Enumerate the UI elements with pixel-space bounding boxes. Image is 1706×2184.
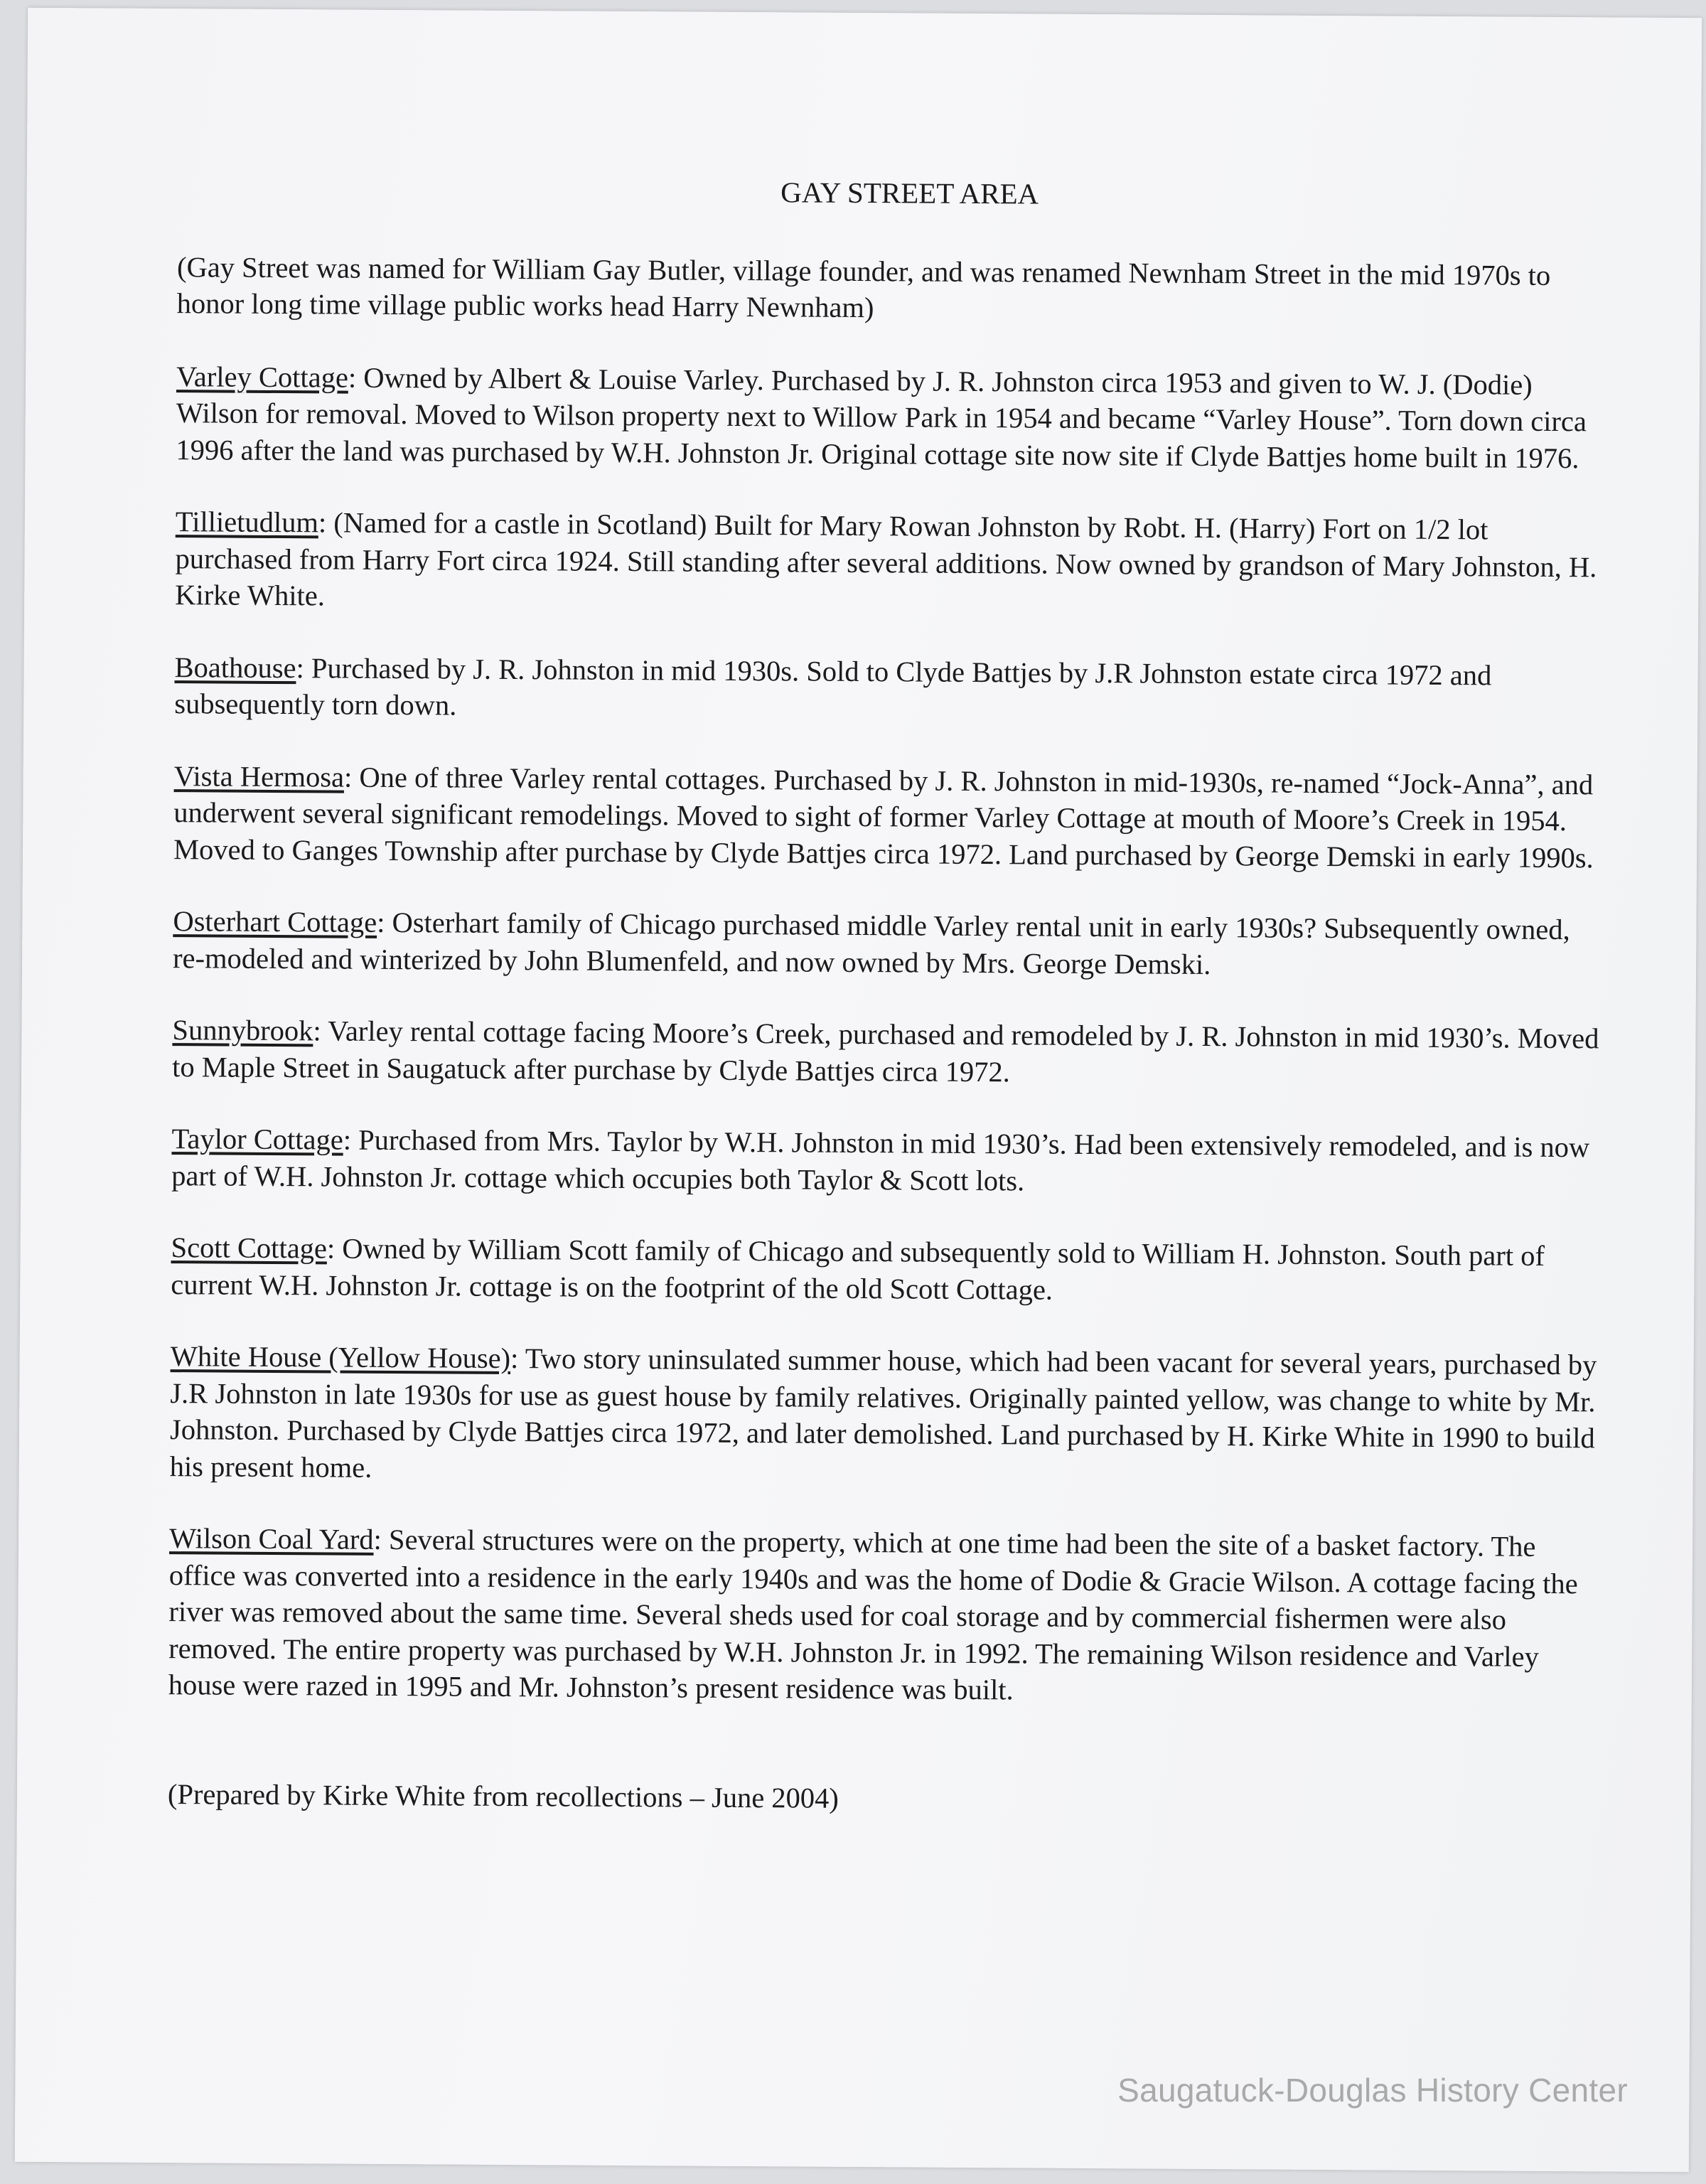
entry-sunnybrook bbox=[172, 1012, 1609, 1093]
entry-text: : Owned by Albert & Louise Varley. Purchased by J. R. Johnston circa 1953 and given to W. J. (Dodie) Wilson for removal. Moved to Wilson property next to Willow Park in 1954 and became “Varley House”. Torn down circa 1996 after the land was purchased by W.H. Johnston Jr. Original cottage site now site if Clyde Battjes home built in 1976. bbox=[176, 361, 1587, 474]
document-page bbox=[15, 8, 1702, 2172]
entry-name: Tillietudlum bbox=[175, 505, 319, 539]
entry-white-house bbox=[170, 1338, 1606, 1493]
entry-text: : Varley rental cottage facing Moore’s Creek, purchased and remodeled by J. R. Johnston in mid 1930’s. Moved to Maple Street in Saugatuck after purchase by Clyde Battjes circa 1972. bbox=[172, 1015, 1599, 1088]
entry-name: Varley Cottage bbox=[176, 360, 349, 394]
entry-name: Wilson Coal Yard bbox=[168, 1522, 374, 1556]
entry-text: : Purchased from Mrs. Taylor by W.H. Johnston in mid 1930’s. Had been extensively remodeled, and is now part of W.H. Johnston Jr. cottage which occupies both Taylor & Scott lots. bbox=[171, 1123, 1590, 1197]
entry-scott-cottage bbox=[171, 1229, 1607, 1311]
entry-wilson-coal-yard bbox=[168, 1520, 1606, 1712]
entry-tillietudlum bbox=[175, 503, 1611, 622]
entry-vista-hermosa bbox=[173, 758, 1610, 877]
entry-name: Taylor Cottage bbox=[171, 1123, 343, 1156]
entry-name: Scott Cottage bbox=[171, 1231, 328, 1265]
document-body bbox=[168, 171, 1614, 1850]
entry-osterhart-cottage bbox=[173, 903, 1609, 985]
entry-name: Vista Hermosa bbox=[173, 759, 345, 793]
entry-name: Boathouse bbox=[174, 651, 296, 684]
entry-boathouse bbox=[174, 649, 1611, 731]
entry-name: White House (Yellow House) bbox=[170, 1340, 511, 1375]
entry-varley-cottage bbox=[176, 358, 1612, 477]
entry-text: : One of three Varley rental cottages. Purchased by J. R. Johnston in mid-1930s, re-named “Jock-Anna”, and underwent several significant remodelings. Moved to sight of former Varley Cottage at mouth of Moore’s Creek in 1954. Moved to Ganges Township after purchase by Clyde Battjes circa 1972. Land purchased by George Demski in early 1990s. bbox=[173, 761, 1594, 874]
entry-text: : Two story uninsulated summer house, which had been vacant for several years, purchased by J.R Johnston in late 1930s for use as guest house by family relatives. Originally painted yellow, was change to white by Mr. Johnston. Purchased by Clyde Battjes circa 1972, and later demolished. Land purchased by H. Kirke White in 1990 to build his present home. bbox=[169, 1342, 1597, 1484]
entry-text: : Owned by William Scott family of Chicago and subsequently sold to William H. Johnston. South part of current W.H. Johnston Jr. cottage is on the footprint of the old Scott Cottage. bbox=[171, 1232, 1545, 1306]
watermark: Saugatuck-Douglas History Center bbox=[1117, 2072, 1628, 2109]
footer-note: (Prepared by Kirke White from recollections – June 2004) bbox=[167, 1777, 839, 1814]
document-title: GAY STREET AREA bbox=[780, 176, 1039, 210]
entry-text: : (Named for a castle in Scotland) Built for Mary Rowan Johnston by Robt. H. (Harry) Fort on 1/2 lot purchased from Harry Fort circa 1924. Still standing after several additions. Now owned by grandson of Mary Johnston, H. Kirke White. bbox=[175, 506, 1597, 612]
entry-taylor-cottage bbox=[171, 1120, 1608, 1202]
entry-text: : Osterhart family of Chicago purchased middle Varley rental unit in early 1930s? Subsequently owned, re-modeled and winterized by John Blumenfeld, and now owned by Mrs. George Demski. bbox=[172, 906, 1570, 980]
entry-text: : Several structures were on the property, which at one time had been the site of a basket factory. The office was converted into a residence in the early 1940s and was the home of Dodie & Gracie Wilson. A cottage facing the river was removed about the same time. Several sheds used for coal storage and by commercial fishermen were also removed. The entire property was purchased by W.H. Johnston Jr. in 1992. The remaining Wilson residence and Varley house were razed in 1995 and Mr. Johnston’s present residence was built. bbox=[168, 1523, 1578, 1706]
entry-name: Osterhart Cottage bbox=[173, 905, 377, 938]
entry-name: Sunnybrook bbox=[172, 1014, 313, 1047]
entry-text: : Purchased by J. R. Johnston in mid 1930s. Sold to Clyde Battjes by J.R Johnston estate circa 1972 and subsequently torn down. bbox=[174, 651, 1492, 722]
intro-paragraph: (Gay Street was named for William Gay Butler, village founder, and was renamed Newnham Street in the mid 1970s to honor long time village public works head Harry Newnham) bbox=[176, 250, 1551, 324]
